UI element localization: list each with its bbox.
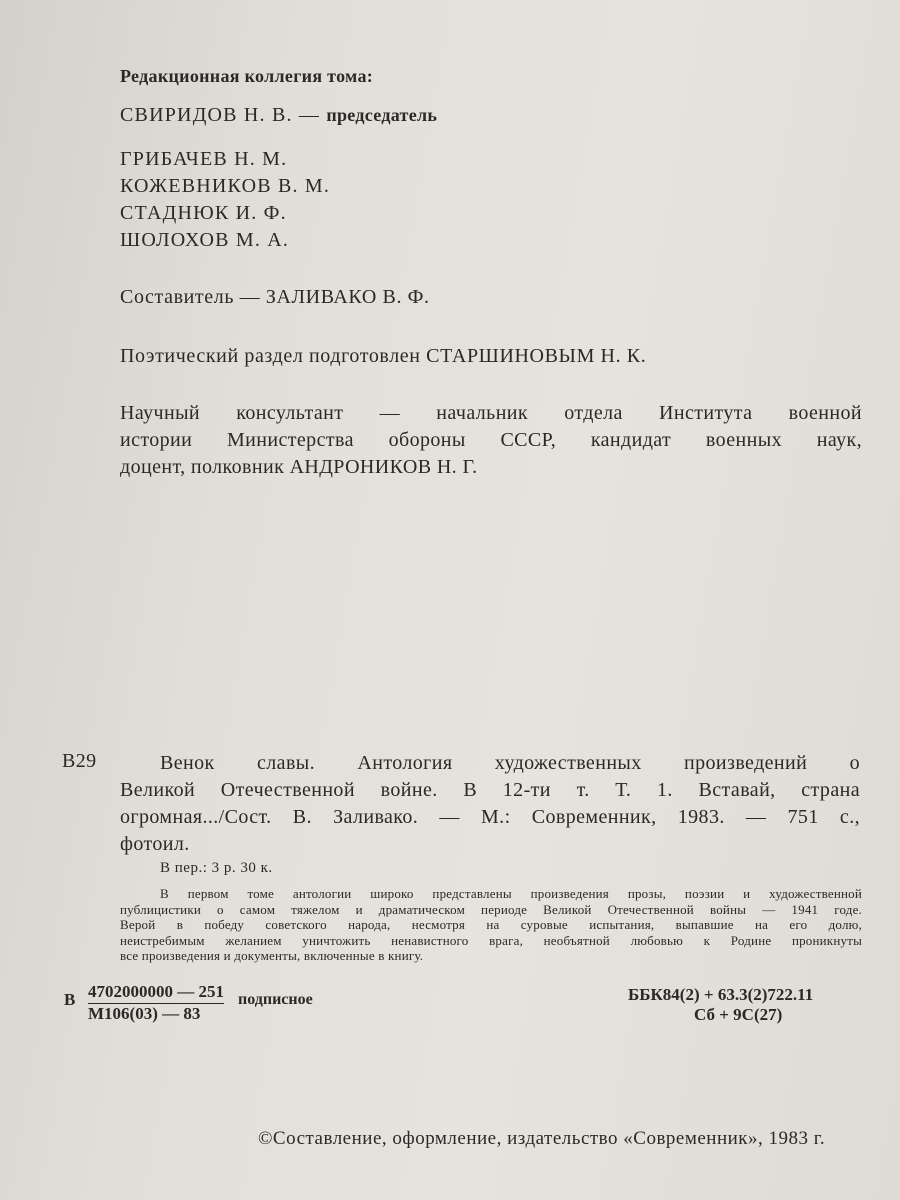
udc-code: Сб + 9С(27) bbox=[694, 1005, 783, 1024]
consultant-paragraph bbox=[120, 400, 862, 481]
board-member: КОЖЕВНИКОВ В. М. bbox=[120, 175, 331, 197]
chair-name: СВИРИДОВ Н. В. bbox=[120, 104, 293, 126]
board-member: СТАДНЮК И. Ф. bbox=[120, 202, 287, 224]
index-fraction bbox=[88, 982, 224, 1024]
consultant-line: Научный консультант — начальник отдела Института военной bbox=[120, 402, 862, 424]
board-chair bbox=[120, 104, 437, 127]
annotation bbox=[120, 886, 862, 964]
index-letter: В bbox=[64, 990, 76, 1009]
index-denominator: М106(03) — 83 bbox=[88, 1004, 201, 1023]
catalog-code: В29 bbox=[62, 750, 97, 772]
consultant-line: истории Министерства обороны СССР, кандидат военных наук, bbox=[120, 429, 862, 451]
board-heading: Редакционная коллегия тома: bbox=[120, 66, 374, 86]
compiler-line: Составитель — ЗАЛИВАКО В. Ф. bbox=[120, 286, 430, 308]
board-member: ШОЛОХОВ М. А. bbox=[120, 229, 290, 251]
copyright-line: ©Составление, оформление, издательство «Современник», 1983 г. bbox=[258, 1128, 826, 1149]
subscription-label: подписное bbox=[238, 991, 313, 1008]
chair-separator: — bbox=[298, 104, 321, 126]
biblio-line: Великой Отечественной войне. В 12-ти т. Т. 1. Вставай, страна bbox=[120, 779, 860, 801]
board-member: ГРИБАЧЕВ Н. М. bbox=[120, 148, 288, 170]
biblio-line: огромная.../Сост. В. Заливако. — М.: Современник, 1983. — 751 с., bbox=[120, 806, 860, 828]
bbk-code: ББК84(2) + 63.3(2)722.11 bbox=[628, 985, 814, 1004]
annotation-line: неистребимым желанием уничтожить ненавистного врага, необъятной любовью к Родине проникнуты bbox=[120, 932, 862, 948]
biblio-line: Венок славы. Антология художественных произведений о bbox=[160, 752, 860, 774]
biblio-line: фотоил. bbox=[120, 833, 190, 855]
index-numerator: 4702000000 — 251 bbox=[88, 982, 224, 1004]
annotation-line: публицистики о самом тяжелом и драматическом периоде Великой Отечественной войны — 1941 годе. bbox=[120, 901, 862, 917]
consultant-line: доцент, полковник АНДРОНИКОВ Н. Г. bbox=[120, 456, 478, 478]
annotation-line: Верой в победу советского народа, несмотря на суровые испытания, выпавшие на его долю, bbox=[120, 917, 862, 932]
annotation-line: В первом томе антологии широко представлены произведения прозы, поэзии и художественной bbox=[160, 886, 862, 901]
bibliographic-entry bbox=[120, 750, 860, 858]
price: В пер.: 3 р. 30 к. bbox=[160, 860, 273, 876]
chair-role: председатель bbox=[326, 105, 438, 125]
poetry-line: Поэтический раздел подготовлен СТАРШИНОВЫМ Н. К. bbox=[120, 345, 647, 367]
annotation-line: все произведения и документы, включенные в книгу. bbox=[120, 948, 424, 963]
